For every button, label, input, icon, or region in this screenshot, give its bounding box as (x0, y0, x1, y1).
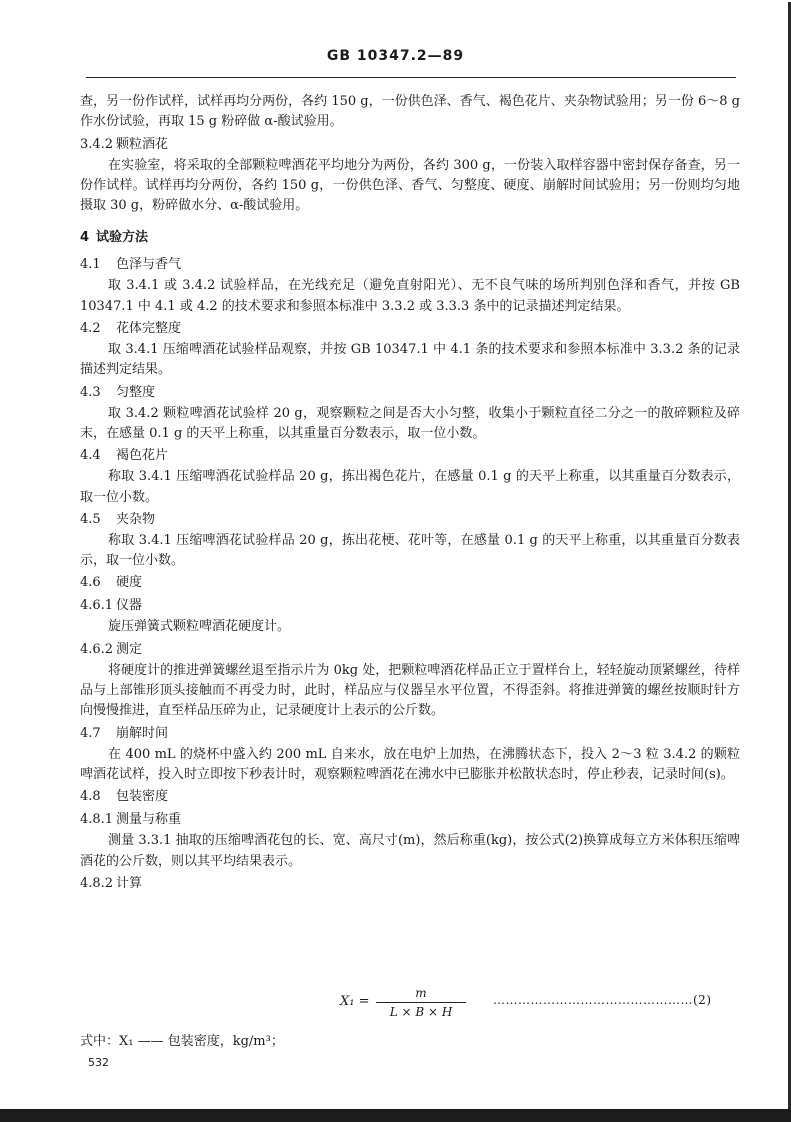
paragraph: 称取 3.4.1 压缩啤酒花试验样品 20 g，拣出褐色花片，在感量 0.1 g 的天平上称重，以其重量百分数表示，取一位小数。 (80, 469, 740, 505)
clause-heading (80, 872, 740, 895)
clause-title: 色泽与香气 (116, 257, 182, 273)
formula-number: …………………………………………(2) (493, 993, 712, 1007)
clause-title: 花体完整度 (116, 321, 182, 337)
paragraph: 将硬度计的推进弹簧螺丝退至指示片为 0kg 处，把颗粒啤酒花样品正立于置样台上，轻轻旋动顶紧螺丝，待样品与上部锥形顶头接触而不再受力时，此时，样品应与仪器呈水平位置，不得歪斜。将推进弹簧的螺丝按顺时针方向慢慢推进，直至样品压碎为止，记录硬度计上表示的公斤数。 (80, 662, 740, 719)
formula-fraction (376, 985, 466, 1020)
clause-number: 4.5 (80, 511, 101, 527)
formula-2 (340, 987, 740, 1021)
clause-number: 4.4 (80, 448, 101, 464)
clause-number: 4.8 (80, 789, 101, 805)
page-number: 532 (88, 1056, 109, 1069)
clause-number: 4.2 (80, 321, 101, 337)
paragraph: 取 3.4.1 或 3.4.2 试验样品，在光线充足（避免直射阳光）、无不良气味的场所判别色泽和香气，并按 GB 10347.1 中 4.1 或 4.2 的技术要求和参照本标准中 3.3.2 或 3.3.3 条中的记录描述判定结果。 (80, 278, 740, 314)
clause-title: 仪器 (116, 598, 143, 614)
clause-title: 测定 (116, 641, 143, 657)
section-heading (80, 223, 740, 253)
paragraph: 在实验室，将采取的全部颗粒啤酒花平均地分为两份，各约 300 g，一份装入取样容器中密封保存备查，另一份作试样。试样再均分两份，各约 150 g，一份供色泽、香气、匀整度、硬度、崩解时间试验用；另一份则均匀地摄取 30 g，粉碎做水分、α-酸试验用。 (80, 157, 740, 214)
formula-denominator: L × B × H (389, 1005, 453, 1019)
paragraph: 查，另一份作试样，试样再均分两份，各约 150 g，一份供色泽、香气、褐色花片、夹杂物试验用；另一份 6～8 g 作水份试验，再取 15 g 粉碎做 α-酸试验用。 (80, 94, 740, 130)
clause-heading (80, 638, 740, 661)
clause-number: 4.6.1 (80, 598, 114, 614)
clause-title: 夹杂物 (116, 511, 156, 527)
clause-title: 包装密度 (116, 789, 169, 805)
clause-title: 试验方法 (96, 230, 149, 246)
clause-heading (80, 594, 740, 617)
clause-heading (80, 722, 740, 745)
clause-heading (80, 133, 740, 156)
clause-title: 崩解时间 (116, 725, 169, 741)
clause-number: 4.3 (80, 384, 101, 400)
clause-title: 颗粒酒花 (116, 136, 169, 152)
clause-title: 计算 (116, 875, 143, 891)
header-rule (86, 77, 736, 78)
clause-title: 硬度 (116, 575, 143, 591)
clause-number: 4.6 (80, 575, 101, 591)
paragraph: 在 400 mL 的烧杯中盛入约 200 mL 自来水，放在电炉上加热，在沸腾状态下，投入 2～3 粒 3.4.2 的颗粒啤酒花试样，投入时立即按下秒表计时，观察颗粒啤酒花在沸水中已膨胀并松散状态时，停止秒表，记录时间(s)。 (80, 746, 740, 782)
formula-lhs: X₁ = (340, 994, 370, 1009)
clause-title: 测量与称重 (116, 812, 182, 828)
paragraph: 旋压弹簧式颗粒啤酒花硬度计。 (108, 619, 291, 635)
clause-number: 4.6.2 (80, 641, 114, 657)
paragraph: 称取 3.4.1 压缩啤酒花试验样品 20 g，拣出花梗、花叶等，在感量 0.1 g 的天平上称重，以其重量百分数表示，取一位小数。 (80, 532, 740, 569)
standard-header: GB 10347.2—89 (326, 48, 465, 64)
paragraph: 取 3.4.2 颗粒啤酒花试验样 20 g，观察颗粒之间是否大小匀整，收集小于颗粒直径二分之一的散碎颗粒及碎末，在感量 0.1 g 的天平上称重，以其重量百分数表示，取一位小数。 (80, 405, 740, 441)
clause-heading (80, 444, 740, 467)
clause-heading (80, 508, 740, 531)
fraction-bar (376, 1002, 466, 1003)
clause-heading (80, 381, 740, 404)
document-body (80, 92, 740, 895)
clause-number: 4 (80, 230, 90, 246)
clause-heading (80, 571, 740, 594)
clause-heading (80, 785, 740, 808)
clause-heading (80, 808, 740, 831)
clause-number: 4.1 (80, 257, 101, 273)
clause-number: 4.8.2 (80, 875, 114, 891)
clause-heading (80, 317, 740, 340)
clause-number: 4.8.1 (80, 812, 114, 828)
paragraph: 测量 3.3.1 抽取的压缩啤酒花包的长、宽、高尺寸(m)，然后称重(kg)，按公式(2)换算成每立方米体积压缩啤酒花的公斤数，则以其平均结果表示。 (80, 833, 740, 869)
clause-heading (80, 253, 740, 276)
formula-numerator: m (415, 986, 427, 1000)
paragraph: 取 3.4.1 压缩啤酒花试验样品观察，并按 GB 10347.1 中 4.1 条的技术要求和参照本标准中 3.3.2 条的记录描述判定结果。 (80, 342, 740, 378)
clause-title: 褐色花片 (116, 448, 169, 464)
clause-number: 3.4.2 (80, 136, 114, 152)
formula-note: 式中：X₁ —— 包装密度，kg/m³； (80, 1034, 284, 1049)
clause-title: 匀整度 (116, 384, 156, 400)
clause-number: 4.7 (80, 725, 101, 741)
scan-bottom-band (0, 1109, 791, 1122)
